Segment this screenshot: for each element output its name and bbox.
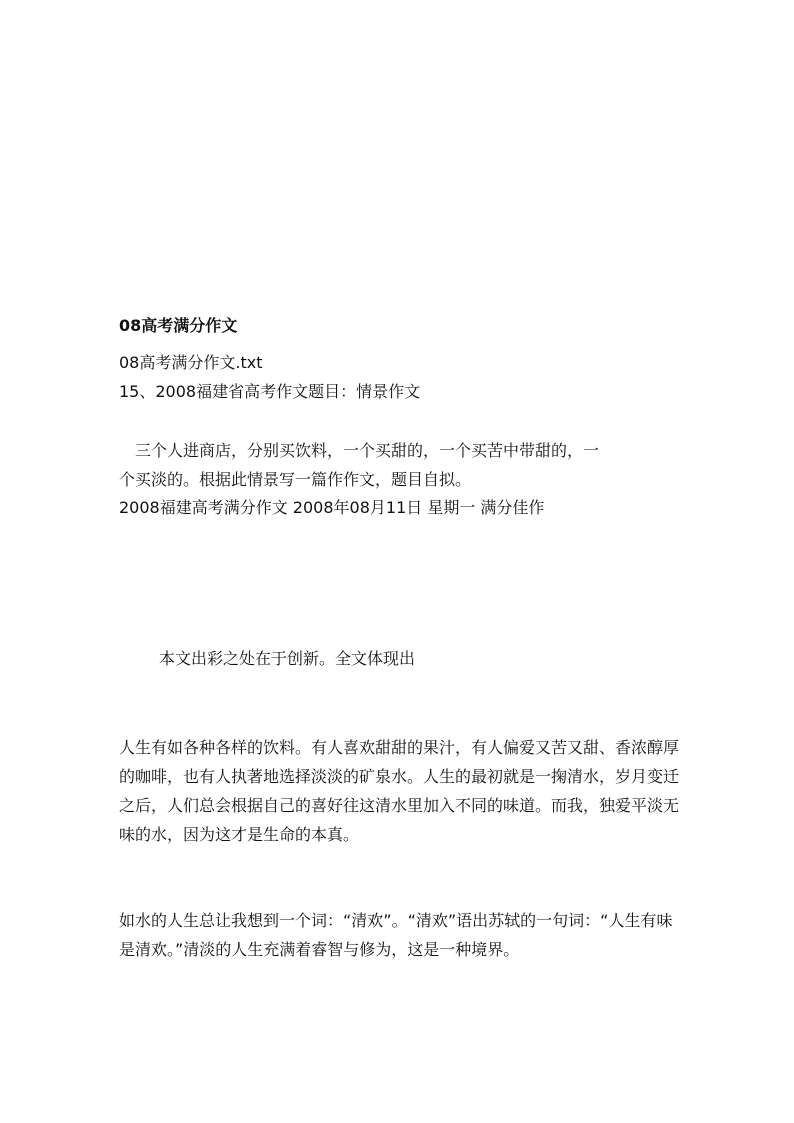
essay-paragraph-2: 如水的人生总让我想到一个词：“清欢”。“清欢”语出苏轼的一句词：“人生有味是清欢。”清淡的人生充满着睿智与修为，这是一种境界。 [119, 911, 673, 959]
essay-topic: 15、2008福建省高考作文题目：情景作文 [119, 382, 421, 401]
prompt-line-2: 个买淡的。根据此情景写一篇作作文，题目自拟。 [119, 470, 472, 489]
comment-text: 本文出彩之处在于创新。全文体现出 [159, 649, 416, 668]
prompt-line-1: 三个人进商店，分别买饮料，一个买甜的，一个买苦中带甜的，一 [135, 441, 600, 460]
document-title: 08高考满分作文 [119, 316, 238, 335]
file-name: 08高考满分作文.txt [119, 353, 263, 372]
essay-meta: 2008福建高考满分作文 2008年08月11日 星期一 满分佳作 [119, 498, 545, 517]
essay-paragraph-1: 人生有如各种各样的饮料。有人喜欢甜甜的果汁，有人偏爱又苦又甜、香浓醇厚的咖啡，也有人执著地选择淡淡的矿泉水。人生的最初就是一掬清水，岁月变迁之后，人们总会根据自己的喜好往这清水里加入不同的味道。而我，独爱平淡无味的水，因为这才是生命的本真。 [119, 738, 680, 844]
